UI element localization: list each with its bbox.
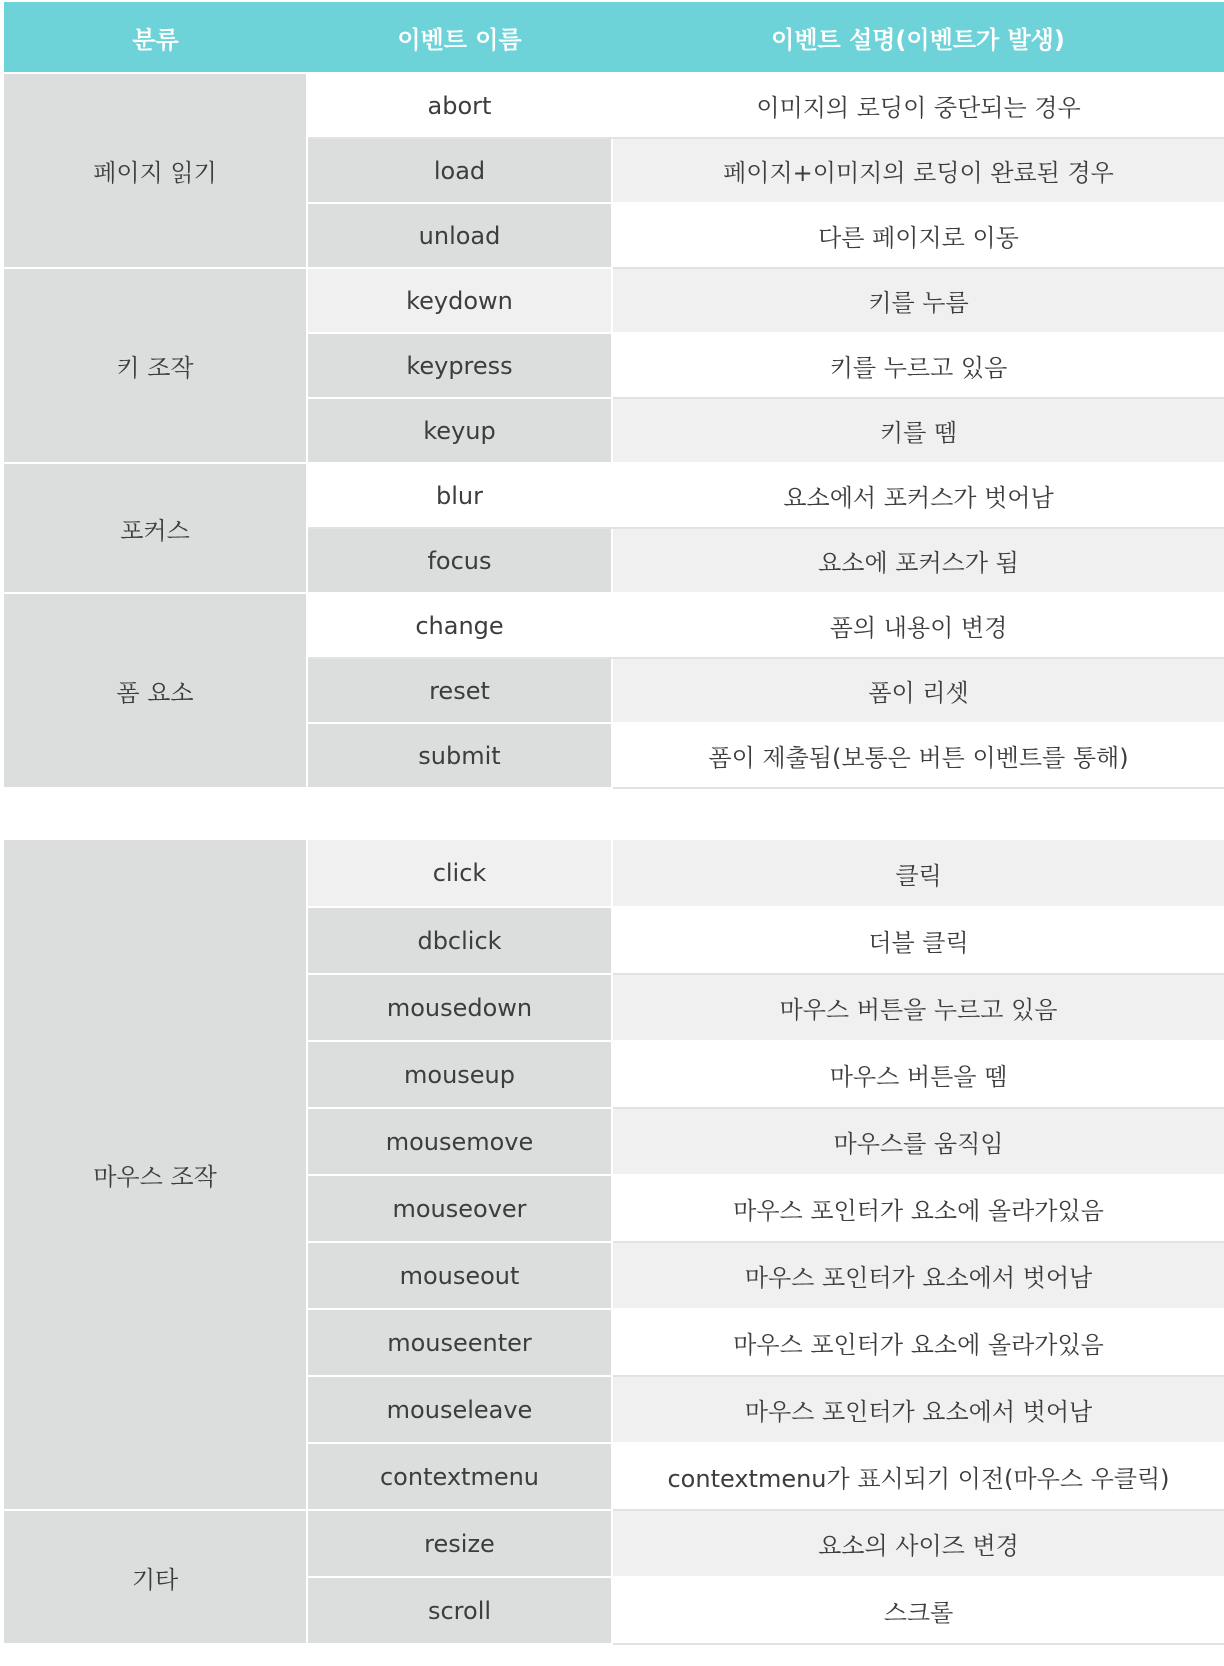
event-desc-cell: 폼이 제출됨(보통은 버튼 이벤트를 통해) xyxy=(612,723,1224,788)
event-desc-cell: 폼의 내용이 변경 xyxy=(612,593,1224,658)
event-desc-cell: 요소에 포커스가 됨 xyxy=(612,528,1224,593)
event-desc-cell: 키를 누름 xyxy=(612,268,1224,333)
event-desc-cell: 마우스 버튼을 뗌 xyxy=(612,1041,1224,1108)
event-name-cell: mouseout xyxy=(307,1242,612,1309)
table-row xyxy=(4,268,1224,333)
event-name-cell: keydown xyxy=(307,268,612,333)
event-desc-cell: 마우스 포인터가 요소에 올라가있음 xyxy=(612,1175,1224,1242)
header-category: 분류 xyxy=(4,2,307,73)
category-cell: 페이지 읽기 xyxy=(4,73,307,268)
category-cell: 키 조작 xyxy=(4,268,307,463)
event-table-1 xyxy=(4,2,1224,789)
category-cell: 기타 xyxy=(4,1510,307,1644)
event-name-cell: submit xyxy=(307,723,612,788)
event-name-cell: mouseenter xyxy=(307,1309,612,1376)
event-desc-cell: 요소에서 포커스가 벗어남 xyxy=(612,463,1224,528)
event-name-cell: abort xyxy=(307,73,612,138)
event-name-cell: mousedown xyxy=(307,974,612,1041)
event-desc-cell: 키를 누르고 있음 xyxy=(612,333,1224,398)
event-desc-cell: 마우스 포인터가 요소에서 벗어남 xyxy=(612,1376,1224,1443)
event-desc-cell: 마우스 버튼을 누르고 있음 xyxy=(612,974,1224,1041)
category-cell: 폼 요소 xyxy=(4,593,307,788)
event-desc-cell: 이미지의 로딩이 중단되는 경우 xyxy=(612,73,1224,138)
event-name-cell: blur xyxy=(307,463,612,528)
header-event-description: 이벤트 설명(이벤트가 발생) xyxy=(612,2,1224,73)
table-row xyxy=(4,73,1224,138)
category-cell: 마우스 조작 xyxy=(4,840,307,1510)
table-row xyxy=(4,463,1224,528)
event-desc-cell: 폼이 리셋 xyxy=(612,658,1224,723)
event-name-cell: mouseleave xyxy=(307,1376,612,1443)
event-desc-cell: 클릭 xyxy=(612,840,1224,907)
event-name-cell: keypress xyxy=(307,333,612,398)
event-name-cell: unload xyxy=(307,203,612,268)
event-table-2 xyxy=(4,840,1224,1645)
event-name-cell: mousemove xyxy=(307,1108,612,1175)
event-name-cell: scroll xyxy=(307,1577,612,1644)
table-row xyxy=(4,1510,1224,1577)
event-name-cell: reset xyxy=(307,658,612,723)
header-event-name: 이벤트 이름 xyxy=(307,2,612,73)
event-name-cell: load xyxy=(307,138,612,203)
event-name-cell: mouseup xyxy=(307,1041,612,1108)
event-desc-cell: 더블 클릭 xyxy=(612,907,1224,974)
table-row xyxy=(4,840,1224,907)
event-desc-cell: 마우스 포인터가 요소에 올라가있음 xyxy=(612,1309,1224,1376)
event-desc-cell: 마우스를 움직임 xyxy=(612,1108,1224,1175)
event-desc-cell: 키를 뗌 xyxy=(612,398,1224,463)
event-name-cell: resize xyxy=(307,1510,612,1577)
event-name-cell: click xyxy=(307,840,612,907)
event-name-cell: keyup xyxy=(307,398,612,463)
event-name-cell: contextmenu xyxy=(307,1443,612,1510)
event-name-cell: dbclick xyxy=(307,907,612,974)
event-name-cell: focus xyxy=(307,528,612,593)
table-row xyxy=(4,593,1224,658)
event-name-cell: mouseover xyxy=(307,1175,612,1242)
event-desc-cell: 스크롤 xyxy=(612,1577,1224,1644)
header-row xyxy=(4,2,1224,73)
event-desc-cell: contextmenu가 표시되기 이전(마우스 우클릭) xyxy=(612,1443,1224,1510)
event-desc-cell: 요소의 사이즈 변경 xyxy=(612,1510,1224,1577)
event-desc-cell: 다른 페이지로 이동 xyxy=(612,203,1224,268)
event-name-cell: change xyxy=(307,593,612,658)
category-cell: 포커스 xyxy=(4,463,307,593)
event-desc-cell: 페이지+이미지의 로딩이 완료된 경우 xyxy=(612,138,1224,203)
event-desc-cell: 마우스 포인터가 요소에서 벗어남 xyxy=(612,1242,1224,1309)
